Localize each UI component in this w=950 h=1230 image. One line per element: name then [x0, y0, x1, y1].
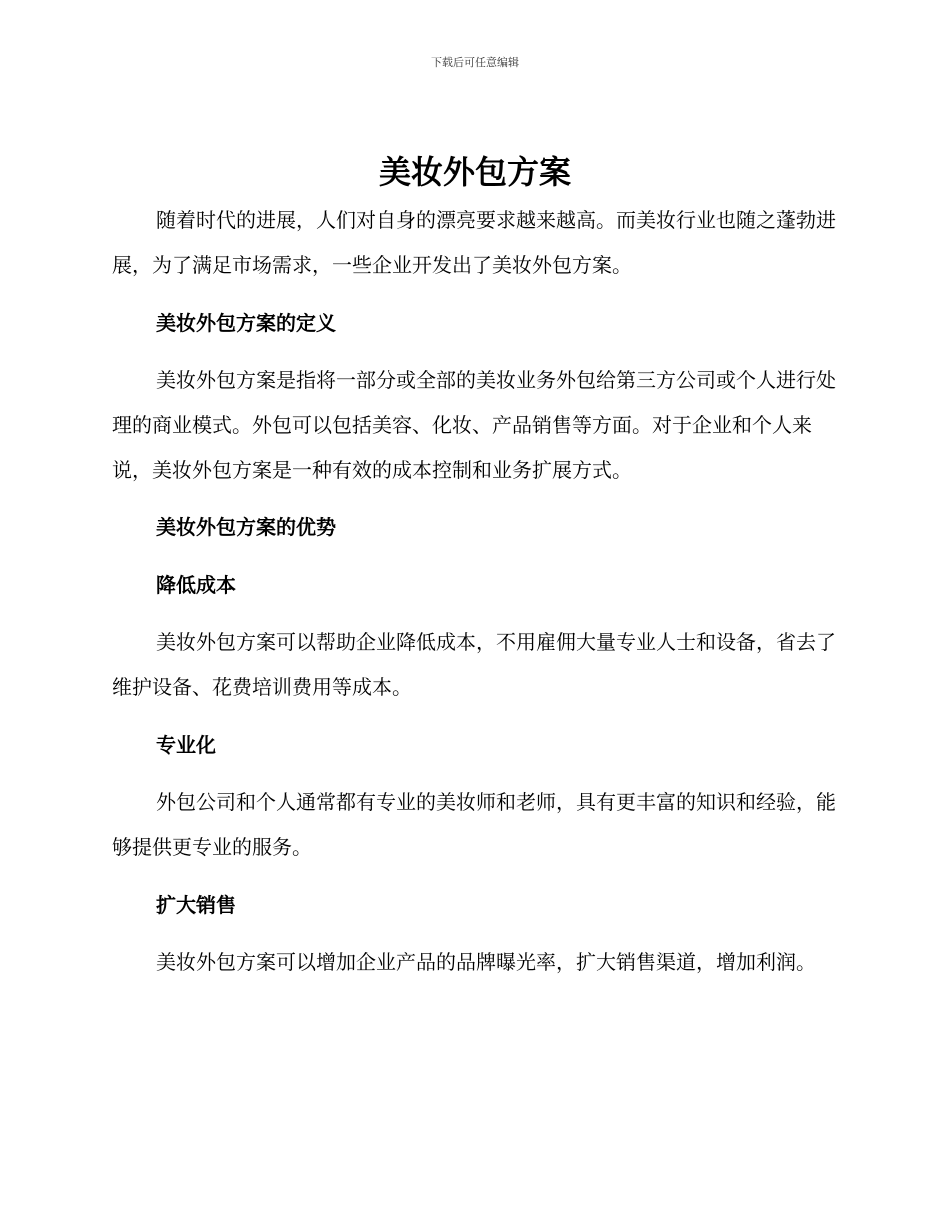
section-heading-definition: 美妆外包方案的定义 — [156, 311, 336, 335]
subheading-cost-reduction: 降低成本 — [156, 573, 236, 597]
sales-expansion-paragraph: 美妆外包方案可以增加企业产品的品牌曝光率，扩大销售渠道，增加利润。 — [156, 950, 816, 974]
specialization-paragraph: 外包公司和个人通常都有专业的美妆师和老师，具有更丰富的知识和经验，能够提供更专业的服务。 — [112, 790, 836, 859]
cost-reduction-paragraph: 美妆外包方案可以帮助企业降低成本，不用雇佣大量专业人士和设备，省去了维护设备、花费培训费用等成本。 — [112, 630, 836, 699]
section-heading-advantages: 美妆外包方案的优势 — [156, 515, 336, 539]
document-title: 美妆外包方案 — [378, 153, 571, 191]
definition-paragraph: 美妆外包方案是指将一部分或全部的美妆业务外包给第三方公司或个人进行处理的商业模式。外包可以包括美容、化妆、产品销售等方面。对于企业和个人来说，美妆外包方案是一种有效的成本控制和业务扩展方式。 — [112, 368, 836, 482]
header-note: 下载后可任意编辑 — [431, 56, 519, 69]
intro-paragraph: 随着时代的进展，人们对自身的漂亮要求越来越高。而美妆行业也随之蓬勃进展，为了满足市场需求，一些企业开发出了美妆外包方案。 — [112, 208, 836, 277]
subheading-specialization: 专业化 — [156, 733, 216, 757]
subheading-sales-expansion: 扩大销售 — [156, 893, 236, 917]
